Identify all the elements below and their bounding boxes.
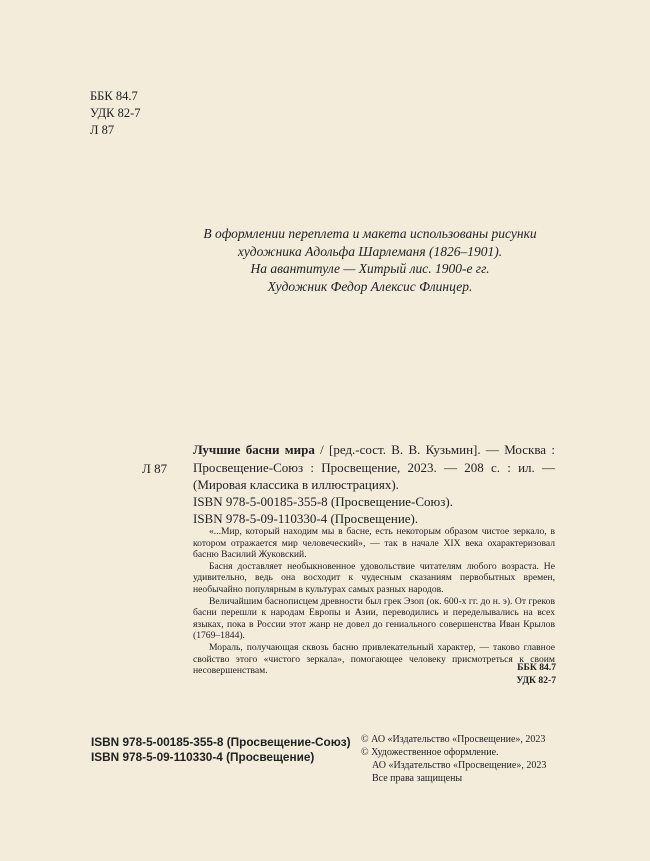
annotation-paragraph: Мораль, получающая сквозь басню привлекательный характер, — таково главное свойство этого «чистого зеркала», помогающее человеку присмотреться к своим несовершенствам. <box>193 641 555 677</box>
classification-codes <box>90 88 141 139</box>
copyright-notice <box>361 733 581 785</box>
isbn-line: ISBN 978-5-00185-355-8 (Просвещение-Союз) <box>91 735 351 749</box>
bbk-code: ББК 84.7 <box>517 662 556 673</box>
book-title: Лучшие басни мира <box>193 442 315 457</box>
isbn-line: ISBN 978-5-09-110330-4 (Просвещение) <box>91 750 315 764</box>
annotation-paragraph: «...Мир, который находим мы в басне, есть некоторым образом чистое зеркало, в котором отражается мир человеческий», — так в начале XIX века охарактеризовал басню Василий Жуковский. <box>193 526 555 561</box>
isbn-line: ISBN 978-5-00185-355-8 (Просвещение-Союз). <box>193 494 453 509</box>
author-mark: Л 87 <box>142 461 168 476</box>
credits-line: В оформлении переплета и макета использованы рисунки <box>203 226 537 241</box>
copyright-line: © АО «Издательство «Просвещение», 2023 <box>361 734 546 745</box>
credits-line: Художник Федор Алексис Флинцер. <box>267 278 473 294</box>
bbk-code: ББК 84.7 <box>90 89 138 103</box>
rights-reserved: Все права защищены <box>372 773 463 784</box>
author-sign: Л 87 <box>90 123 115 137</box>
bibliographic-details: / [ред.-сост. В. В. Кузьмин]. — Москва : Просвещение-Союз : Просвещение, 2023. — 208 с. : ил. — (Мировая классика в иллюстрациях). <box>193 442 555 492</box>
bottom-isbn <box>91 735 351 765</box>
bibliographic-record <box>193 441 555 494</box>
udk-code: УДК 82-7 <box>516 675 556 686</box>
annotation-codes <box>470 661 556 687</box>
udk-code: УДК 82-7 <box>90 106 141 120</box>
credits-line: художника Адольфа Шарлеманя (1826–1901). <box>237 243 503 259</box>
copyright-line: © Художественное оформление. <box>361 747 499 758</box>
annotation-paragraph: Басня доставляет необыкновенное удовольствие читателям любого возраста. Не удивительно, ведь она восходит к чудесным сказаниям первобытных времен, необычайно популярным в культурах самых разных народов. <box>193 560 555 595</box>
illustration-credits <box>160 225 580 295</box>
annotation-paragraph: Величайшим баснописцем древности был грек Эзоп (ок. 600-х гг. до н. э). От греков басни перешли к народам Европы и Азии, переводились и переделывались на всех языках, пока в России этот жанр не довел до гениального совершенства Иван Крылов (1769–1844). <box>193 595 555 642</box>
annotation <box>193 526 555 677</box>
isbn-list <box>193 493 453 527</box>
isbn-line: ISBN 978-5-09-110330-4 (Просвещение). <box>193 511 419 526</box>
copyright-line: АО «Издательство «Просвещение», 2023 <box>372 760 547 771</box>
credits-line: На авантитуле — Хитрый лис. 1900-е гг. <box>250 261 490 276</box>
